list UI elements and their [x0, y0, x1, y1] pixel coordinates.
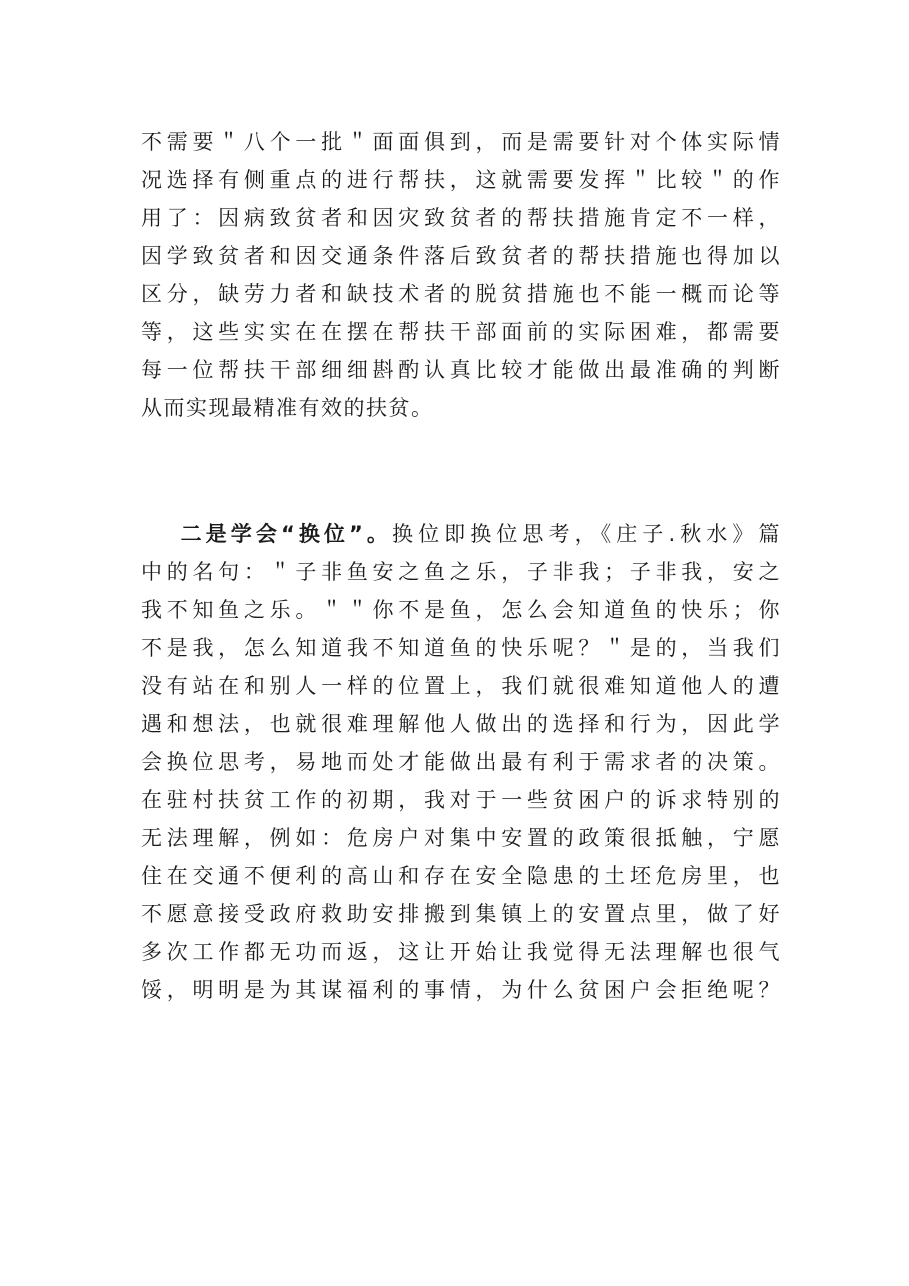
paragraph-2-line-10: 住在交通不便利的高山和存在安全隐患的土坯危房里，也 [141, 864, 781, 888]
paragraph-1-line-4: 因学致贫者和因交通条件落后致贫者的帮扶措施也得加以 [141, 244, 781, 268]
paragraph-2-line-6: 遇和想法，也就很难理解他人做出的选择和行为，因此学 [141, 712, 781, 736]
section-heading: 二是学会“换位”。 [177, 522, 392, 546]
paragraph-2-line-7: 会换位思考，易地而处才能做出最有利于需求者的决策。 [141, 750, 781, 774]
paragraph-1-line-1: 不需要＂八个一批＂面面俱到，而是需要针对个体实际情 [141, 130, 781, 154]
paragraph-2-line-2: 中的名句：＂子非鱼安之鱼之乐，子非我；子非我，安之 [141, 560, 781, 584]
paragraph-1-line-3: 用了：因病致贫者和因灾致贫者的帮扶措施肯定不一样， [141, 206, 781, 230]
paragraph-2-line-4: 不是我，怎么知道我不知道鱼的快乐呢？＂是的，当我们 [141, 636, 781, 660]
paragraph-2-line-5: 没有站在和别人一样的位置上，我们就很难知道他人的遭 [141, 674, 781, 698]
paragraph-2-line-13: 馁，明明是为其谋福利的事情，为什么贫困户会拒绝呢？ [141, 978, 781, 1002]
paragraph-2-line-3: 我不知鱼之乐。＂＂你不是鱼，怎么会知道鱼的快乐；你 [141, 598, 781, 622]
paragraph-1 [141, 123, 781, 427]
paragraph-1-line-7: 每一位帮扶干部细细斟酌认真比较才能做出最准确的判断 [141, 358, 781, 382]
paragraph-2-line-1-text: 换位即换位思考，《庄子.秋水》篇 [391, 522, 781, 546]
paragraph-2-line-8: 在驻村扶贫工作的初期，我对于一些贫困户的诉求特别的 [141, 788, 781, 812]
paragraph-2-line-12: 多次工作都无功而返，这让开始让我觉得无法理解也很气 [141, 940, 781, 964]
paragraph-1-line-8: 从而实现最精准有效的扶贫。 [141, 396, 434, 420]
paragraph-2 [141, 515, 781, 1009]
paragraph-1-line-2: 况选择有侧重点的进行帮扶，这就需要发挥＂比较＂的作 [141, 168, 781, 192]
paragraph-1-line-6: 等，这些实实在在摆在帮扶干部面前的实际困难，都需要 [141, 320, 781, 344]
paragraph-2-line-11: 不愿意接受政府救助安排搬到集镇上的安置点里，做了好 [141, 902, 781, 926]
paragraph-2-line-9: 无法理解，例如：危房户对集中安置的政策很抵触，宁愿 [141, 826, 781, 850]
paragraph-1-line-5: 区分，缺劳力者和缺技术者的脱贫措施也不能一概而论等 [141, 282, 781, 306]
paragraph-2-line-1 [141, 515, 781, 553]
